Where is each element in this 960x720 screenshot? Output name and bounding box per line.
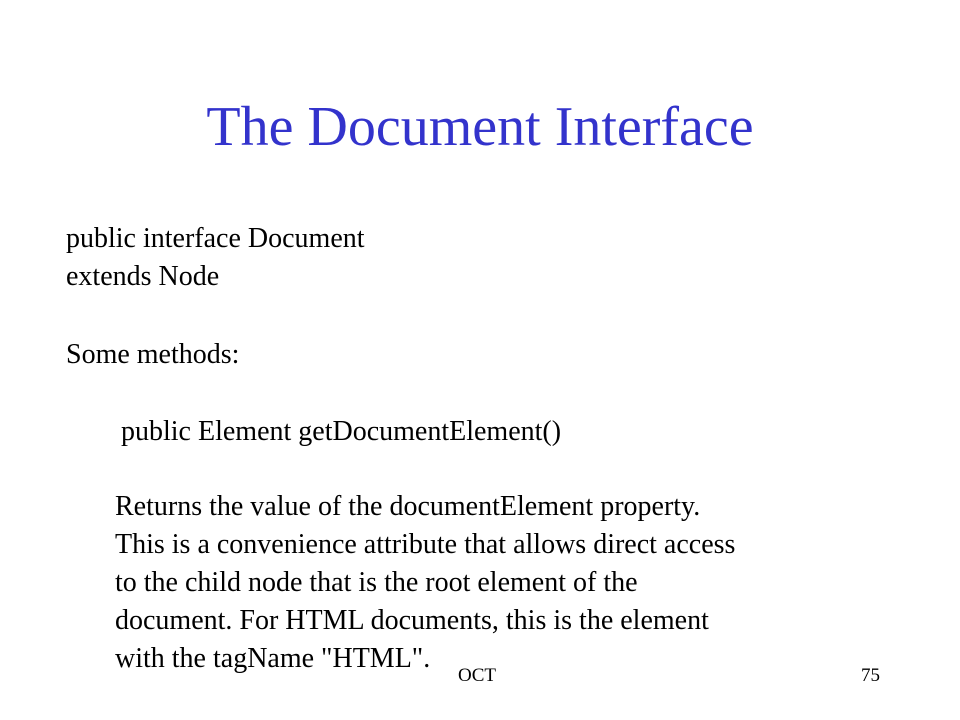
methods-heading: Some methods: xyxy=(66,339,240,370)
description-line: with the tagName "HTML". xyxy=(115,643,431,674)
description-line: Returns the value of the documentElement property. xyxy=(115,491,701,522)
declaration-line-2: extends Node xyxy=(66,261,220,292)
page-number: 75 xyxy=(861,665,880,686)
footer-label: OCT xyxy=(458,665,496,686)
slide-title: The Document Interface xyxy=(206,96,754,158)
method-signature: public Element getDocumentElement() xyxy=(121,416,562,447)
declaration-line-1: public interface Document xyxy=(66,223,365,254)
description-line: This is a convenience attribute that allows direct access xyxy=(115,529,736,560)
description-line: to the child node that is the root element of the xyxy=(115,567,638,598)
method-description xyxy=(115,488,735,678)
description-line: document. For HTML documents, this is the element xyxy=(115,605,709,636)
